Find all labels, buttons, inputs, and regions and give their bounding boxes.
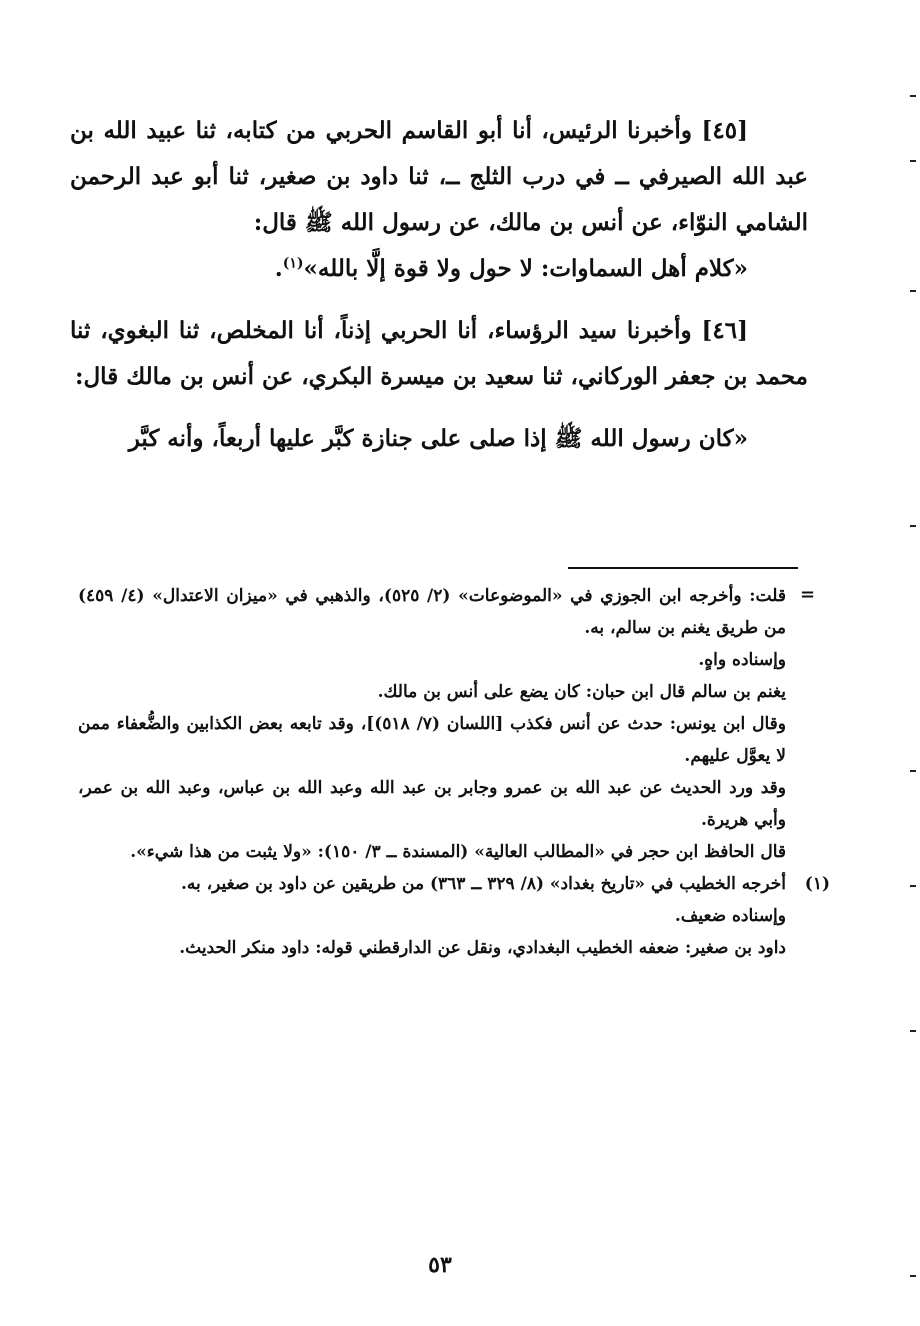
footnote-line: وإسناده واهٍ.: [698, 650, 786, 670]
footnote-line: قلت: وأخرجه ابن الجوزي في «الموضوعات» (٢/ ٥٢٥)، والذهبي في «ميزان الاعتدال» (٤/ ٤٥٩) من طريق يغنم بن سالم، به.: [78, 586, 786, 638]
hadith-45-text: [70, 246, 808, 292]
footnote-1-text: أخرجه الخطيب في «تاريخ بغداد» (٨/ ٣٢٩ ــ ٣٦٣) من طريقين عن داود بن صغير، به.: [180, 874, 786, 894]
page-number: ٥٣: [428, 1252, 452, 1278]
main-text: [70, 108, 808, 462]
footnote-line: وقد ورد الحديث عن عبد الله بن عمرو وجابر بن عبد الله وعبد الله بن عباس، وعبد الله بن عمر، وأبي هريرة.: [78, 778, 786, 830]
edge-mark: [910, 1275, 916, 1277]
hadith-45-chain: [٤٥] وأخبرنا الرئيس، أنا أبو القاسم الحربي من كتابه، ثنا عبيد الله بن عبد الله الصيرفي ــ في درب الثلج ــ، ثنا داود بن صغير، ثنا أبو عبد الرحمن الشامي النوّاء، عن أنس بن مالك، عن رسول الله ﷺ قال:: [70, 117, 808, 236]
hadith-46-chain: [٤٦] وأخبرنا سيد الرؤساء، أنا الحربي إذناً، أنا المخلص، ثنا البغوي، ثنا محمد بن جعفر الوركاني، ثنا سعيد بن ميسرة البكري، عن أنس بن مالك قال:: [70, 317, 808, 390]
footnote-line: وإسناده ضعيف.: [674, 906, 786, 926]
hadith-45-end: .: [274, 255, 283, 282]
footnotes: [78, 580, 830, 964]
footnote-line: داود بن صغير: ضعفه الخطيب البغدادي، ونقل عن الدارقطني قوله: داود منكر الحديث.: [179, 938, 786, 958]
edge-mark: [910, 770, 916, 772]
hadith-46-text: «كان رسول الله ﷺ إذا صلى على جنازة كبَّر عليها أربعاً، وأنه كبَّر: [128, 425, 748, 452]
footnote-separator: [568, 567, 798, 569]
hadith-45-quote: «كلام أهل السماوات: لا حول ولا قوة إلَّا بالله»: [303, 255, 748, 282]
continuation-mark: =: [800, 584, 816, 605]
footnote-1-number: (١): [804, 874, 830, 894]
footnote-line: وقال ابن يونس: حدث عن أنس فكذب [اللسان (٧/ ٥١٨)]، وقد تابعه بعض الكذابين والضُّعفاء ممن لا يعوَّل عليهم.: [78, 714, 786, 766]
footnote-line: يغنم بن سالم قال ابن حبان: كان يضع على أنس بن مالك.: [377, 682, 786, 702]
edge-mark: [910, 95, 916, 97]
footnote-1: [78, 868, 830, 900]
edge-mark: [910, 885, 916, 887]
edge-mark: [910, 160, 916, 162]
edge-mark: [910, 1030, 916, 1032]
edge-mark: [910, 290, 916, 292]
footnote-ref-1: (١): [282, 255, 304, 272]
edge-mark: [910, 525, 916, 527]
footnote-line: قال الحافظ ابن حجر في «المطالب العالية» (المسندة ــ ٣/ ١٥٠): «ولا يثبت من هذا شيء».: [130, 842, 786, 862]
